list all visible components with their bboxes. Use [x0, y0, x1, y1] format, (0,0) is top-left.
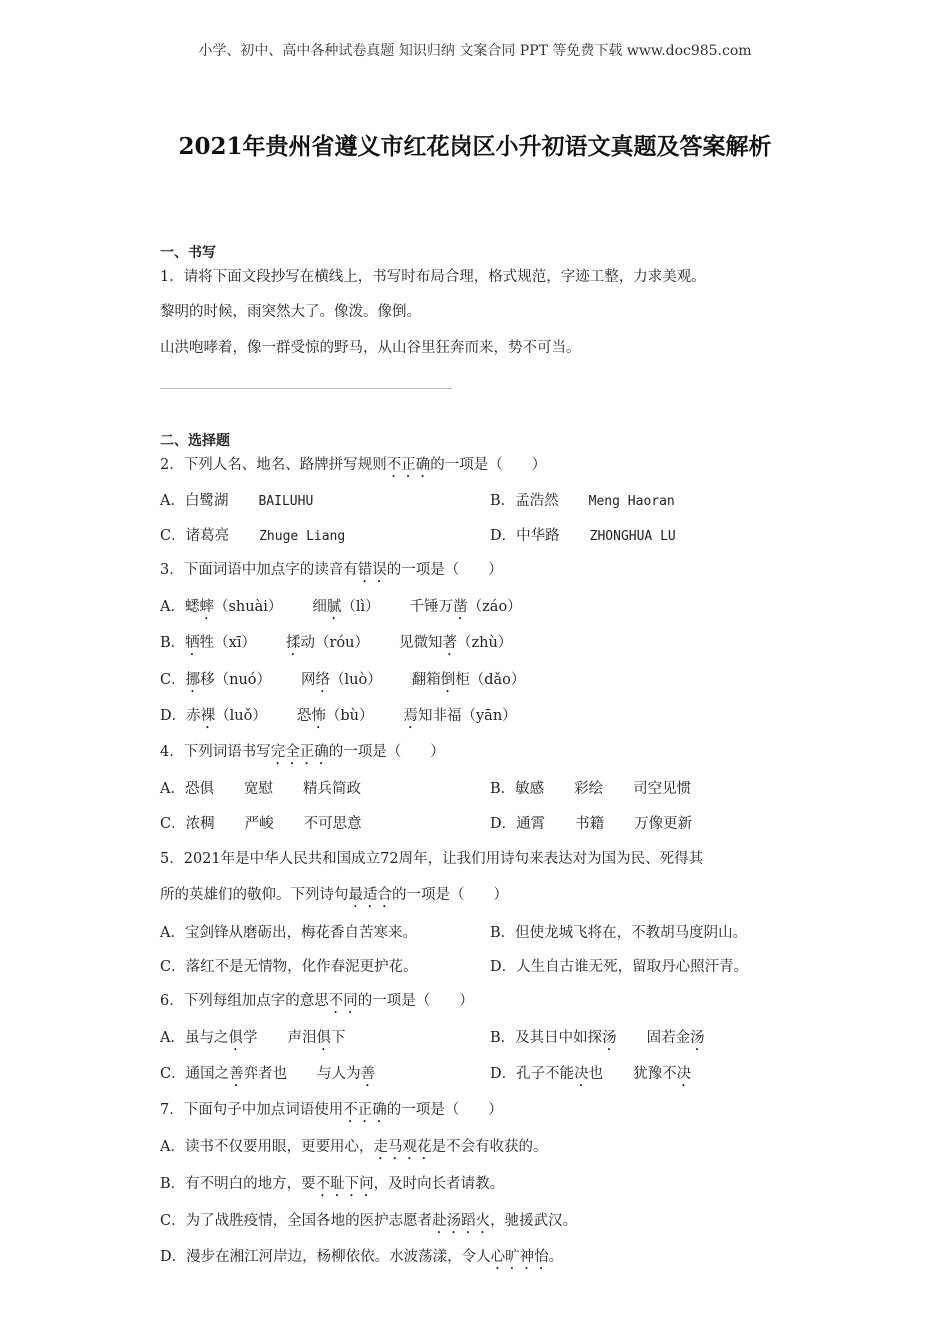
q1-stem: 1．请将下面文段抄写在横线上，书写时布局合理，格式规范，字迹工整，力求美观。: [160, 269, 706, 285]
q5-stem-line-1: 5．2021年是中华人民共和国成立72周年，让我们用诗句来表达对为国为民、死得其: [160, 851, 704, 867]
q7-option-c: C．为了战胜疫情，全国各地的医护志愿者赴汤蹈火，驰援武汉。: [160, 1213, 578, 1229]
q5-option-d: D．人生自古谁无死，留取丹心照汗青。: [490, 959, 749, 975]
q1-passage-line-2: 山洪咆哮着，像一群受惊的野马，从山谷里狂奔而来，势不可当。: [160, 340, 581, 356]
q2-option-b: B．孟浩然 Meng Haoran: [490, 493, 675, 509]
q4-option-b: B．敏感 彩绘 司空见惯: [490, 781, 692, 797]
q2-stem: 2．下列人名、地名、路牌拼写规则不正确的一项是（ ）: [160, 457, 547, 473]
q6-option-b: B．及其日中如探汤 固若金汤: [490, 1030, 705, 1046]
q4-option-a: A．恐俱 宽慰 精兵简政: [160, 781, 361, 797]
q4-option-c: C．浓稠 严峻 不可思意: [160, 816, 362, 832]
q3-option-b: B．牺牲（xī） 揉动（róu） 见微知著（zhù）: [160, 635, 513, 651]
q7-option-a: A．读书不仅要用眼，更要用心，走马观花是不会有收获的。: [160, 1139, 548, 1155]
q7-stem: 7．下面句子中加点词语使用不正确的一项是（ ）: [160, 1102, 503, 1118]
q3-option-a: A．蟋蟀（shuài） 细腻（lì） 千锤万凿（záo）: [160, 599, 522, 615]
page-header: 小学、初中、高中各种试卷真题 知识归纳 文案合同 PPT 等免费下载 www.doc985.com: [198, 43, 752, 59]
q4-stem: 4．下列词语书写完全正确的一项是（ ）: [160, 744, 445, 760]
q3-option-c: C．挪移（nuó） 网络（luò） 翻箱倒柜（dǎo）: [160, 672, 526, 688]
document-title: 2021年贵州省遵义市红花岗区小升初语文真题及答案解析: [178, 133, 772, 160]
q6-option-c: C．通国之善弈者也 与人为善: [160, 1066, 376, 1082]
q2-emphasis: 不正确: [386, 457, 431, 473]
q6-option-a: A．虽与之俱学 声泪俱下: [160, 1030, 346, 1046]
q3-stem: 3．下面词语中加点字的读音有错误的一项是（ ）: [160, 562, 503, 578]
q5-stem-line-2: 所的英雄们的敬仰。下列诗句最适合的一项是（ ）: [160, 887, 508, 903]
q7-option-b: B．有不明白的地方，要不耻下问，及时向长者请教。: [160, 1176, 505, 1192]
q5-option-b: B．但使龙城飞将在，不教胡马度阴山。: [490, 925, 748, 941]
q6-stem: 6．下列每组加点字的意思不同的一项是（ ）: [160, 993, 474, 1009]
q7-option-d: D．漫步在湘江河岸边，杨柳依依。水波荡漾，令人心旷神怡。: [160, 1249, 564, 1265]
q1-passage-line-1: 黎明的时候，雨突然大了。像泼。像倒。: [160, 304, 421, 320]
q5-option-a: A．宝剑锋从磨砺出，梅花香自苦寒来。: [160, 925, 417, 941]
q4-option-d: D．通霄 书籍 万像更新: [490, 816, 693, 832]
q2-option-a: A．白鹭湖 BAILUHU: [160, 493, 314, 509]
q6-option-d: D．孔子不能决也 犹豫不决: [490, 1066, 692, 1082]
q2-option-c: C．诸葛亮 Zhuge Liang: [160, 528, 346, 544]
q3-option-d: D．赤裸（luǒ） 恐怖（bù） 焉知非福（yān）: [160, 708, 517, 724]
q2-option-d: D．中华路 ZHONGHUA LU: [490, 528, 676, 544]
section-heading-choice: 二、选择题: [160, 433, 230, 449]
section-heading-writing: 一、书写: [160, 245, 216, 261]
q5-option-c: C．落红不是无情物，化作春泥更护花。: [160, 959, 418, 975]
q1-answer-line: [160, 388, 452, 389]
